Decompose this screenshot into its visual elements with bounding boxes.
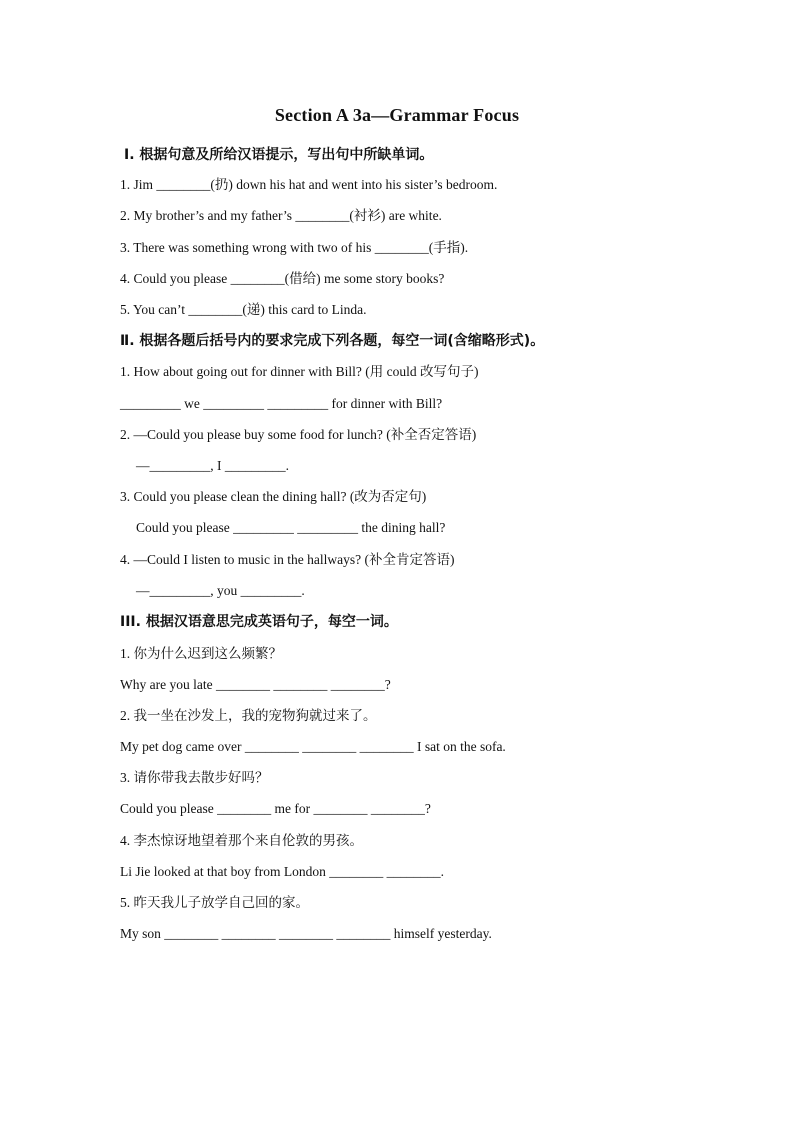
section-3-line-7: 4. 李杰惊讶地望着那个来自伦敦的男孩。 bbox=[120, 833, 363, 848]
section-3-line-9: 5. 昨天我儿子放学自己回的家。 bbox=[120, 895, 309, 910]
section-2-heading: Ⅱ. 根据各题后括号内的要求完成下列各题，每空一词(含缩略形式)。 bbox=[120, 333, 545, 349]
section-3-line-8: Li Jie looked at that boy from London ________ ________. bbox=[120, 864, 444, 879]
section-3-heading: III. 根据汉语意思完成英语句子，每空一词。 bbox=[120, 614, 398, 630]
section-2-line-1: 1. How about going out for dinner with Bill? (用 could 改写句子) bbox=[120, 364, 479, 379]
section-2-line-3: 2. —Could you please buy some food for lunch? (补全否定答语) bbox=[120, 427, 477, 442]
section-1-item-5: 5. You can’t ________(递) this card to Linda. bbox=[120, 302, 367, 317]
section-1-item-1: 1. Jim ________(扔) down his hat and went into his sister’s bedroom. bbox=[120, 177, 498, 192]
section-2-line-4: —_________, I _________. bbox=[136, 458, 289, 473]
section-3-line-3: 2. 我一坐在沙发上，我的宠物狗就过来了。 bbox=[120, 708, 377, 723]
section-3-line-10: My son ________ ________ ________ ________ himself yesterday. bbox=[120, 926, 492, 941]
section-1-item-3: 3. There was something wrong with two of his ________(手指). bbox=[120, 240, 469, 255]
section-3-line-2: Why are you late ________ ________ ________? bbox=[120, 677, 391, 692]
section-3-line-6: Could you please ________ me for ________ ________? bbox=[120, 801, 431, 816]
section-2-line-7: 4. —Could I listen to music in the hallways? (补全肯定答语) bbox=[120, 552, 455, 567]
section-1-item-4: 4. Could you please ________(借给) me some story books? bbox=[120, 271, 445, 286]
section-1-heading: Ⅰ. 根据句意及所给汉语提示，写出句中所缺单词。 bbox=[124, 147, 434, 163]
page-title: Section A 3a—Grammar Focus bbox=[274, 105, 520, 125]
section-2-line-8: —_________, you _________. bbox=[136, 583, 305, 598]
section-3-line-4: My pet dog came over ________ ________ ________ I sat on the sofa. bbox=[120, 739, 506, 754]
section-3-line-5: 3. 请你带我去散步好吗？ bbox=[120, 770, 269, 785]
section-2-line-2: _________ we _________ _________ for dinner with Bill? bbox=[120, 396, 443, 411]
section-2-line-6: Could you please _________ _________ the dining hall? bbox=[136, 520, 446, 535]
section-1-item-2: 2. My brother’s and my father’s ________(衬衫) are white. bbox=[120, 208, 442, 223]
section-3-line-1: 1. 你为什么迟到这么频繁？ bbox=[120, 646, 282, 661]
section-2-line-5: 3. Could you please clean the dining hall? (改为否定句) bbox=[120, 489, 427, 504]
